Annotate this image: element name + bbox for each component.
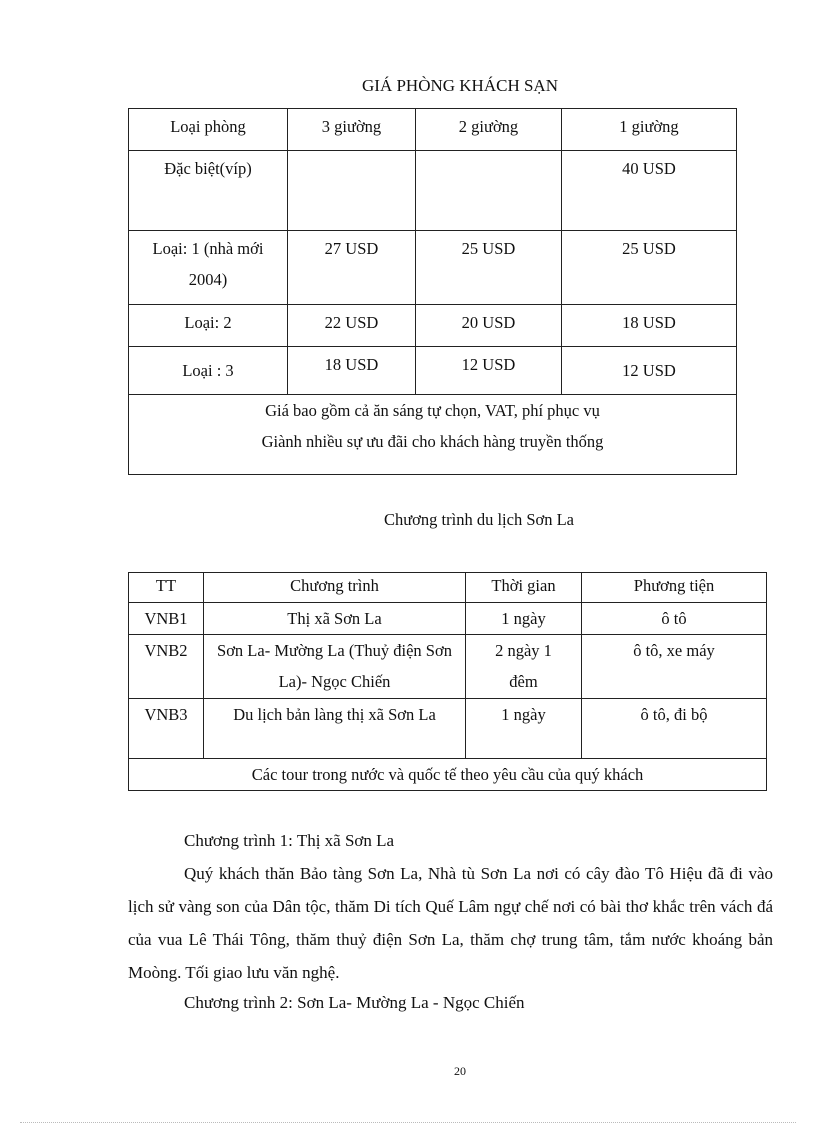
table-note-row (129, 759, 767, 791)
tour-program-title: Chương trình du lịch Sơn La (383, 510, 574, 529)
table-header-row (129, 109, 737, 151)
tour-program-cell: Du lịch bản làng thị xã Sơn La (204, 699, 466, 759)
price-cell: 20 USD (416, 305, 562, 347)
tour-transport-cell: ô tô (582, 603, 767, 635)
table-row (129, 231, 737, 305)
tour-program-table (128, 572, 767, 791)
table-row (129, 347, 737, 395)
program-1-heading: Chương trình 1: Thị xã Sơn La (184, 831, 395, 850)
room-type-cell: Đặc biệt(víp) (129, 151, 288, 231)
note-cell (129, 395, 737, 475)
table-row (129, 305, 737, 347)
table-note-row (129, 395, 737, 475)
price-cell (416, 151, 562, 231)
hotel-price-table (128, 108, 737, 475)
room-type-cell: Loại : 3 (129, 347, 288, 395)
note-line-2: Giành nhiều sự ưu đãi cho khách hàng truyền thống (261, 432, 604, 451)
note-line-1: Giá bao gồm cả ăn sáng tự chọn, VAT, phí phục vụ (265, 401, 600, 420)
header-transport: Phương tiện (582, 573, 767, 603)
page-number: 20 (454, 1064, 466, 1078)
room-type-cell: Loại: 1 (nhà mới 2004) (129, 231, 288, 305)
tour-code-cell: VNB2 (129, 635, 204, 699)
tour-note-cell: Các tour trong nước và quốc tế theo yêu cầu của quý khách (129, 759, 767, 791)
tour-time-cell: 1 ngày (466, 699, 582, 759)
header-time: Thời gian (466, 573, 582, 603)
header-2-beds: 2 giường (416, 109, 562, 151)
price-cell: 22 USD (288, 305, 416, 347)
price-cell: 12 USD (416, 347, 562, 395)
table-row (129, 699, 767, 759)
price-cell: 25 USD (562, 231, 737, 305)
tour-transport-cell: ô tô, đi bộ (582, 699, 767, 759)
tour-program-cell: Sơn La- Mường La (Thuỷ điện Sơn La)- Ngọc Chiến (204, 635, 466, 699)
tour-time-cell: 2 ngày 1 đêm (466, 635, 582, 699)
hotel-price-title: GIÁ PHÒNG KHÁCH SẠN (362, 76, 558, 95)
program-1-description: Quý khách thăn Bảo tàng Sơn La, Nhà tù Sơn La nơi có cây đào Tô Hiệu đã đi vào lịch sử vàng son của Dân tộc, thăm Di tích Quế Lâm ngự chế nơi có bài thơ khắc trên vách đá của vua Lê Thái Tông, thăm thuỷ điện Sơn La, thăm chợ trung tâm, tắm nước khoáng bản Moòng. Tối giao lưu văn nghệ. (128, 864, 773, 982)
price-cell: 18 USD (288, 347, 416, 395)
table-row (129, 635, 767, 699)
tour-transport-cell: ô tô, xe máy (582, 635, 767, 699)
tour-code-cell: VNB1 (129, 603, 204, 635)
header-room-type: Loại phòng (129, 109, 288, 151)
price-cell (288, 151, 416, 231)
header-program: Chương trình (204, 573, 466, 603)
header-code: TT (129, 573, 204, 603)
table-header-row (129, 573, 767, 603)
tour-program-cell: Thị xã Sơn La (204, 603, 466, 635)
table-row (129, 151, 737, 231)
header-3-beds: 3 giường (288, 109, 416, 151)
price-cell: 18 USD (562, 305, 737, 347)
table-row (129, 603, 767, 635)
price-cell: 40 USD (562, 151, 737, 231)
price-cell: 12 USD (562, 347, 737, 395)
room-type-cell: Loại: 2 (129, 305, 288, 347)
price-cell: 27 USD (288, 231, 416, 305)
tour-time-cell: 1 ngày (466, 603, 582, 635)
header-1-bed: 1 giường (562, 109, 737, 151)
tour-code-cell: VNB3 (129, 699, 204, 759)
program-2-heading: Chương trình 2: Sơn La- Mường La - Ngọc Chiến (184, 993, 525, 1012)
price-cell: 25 USD (416, 231, 562, 305)
